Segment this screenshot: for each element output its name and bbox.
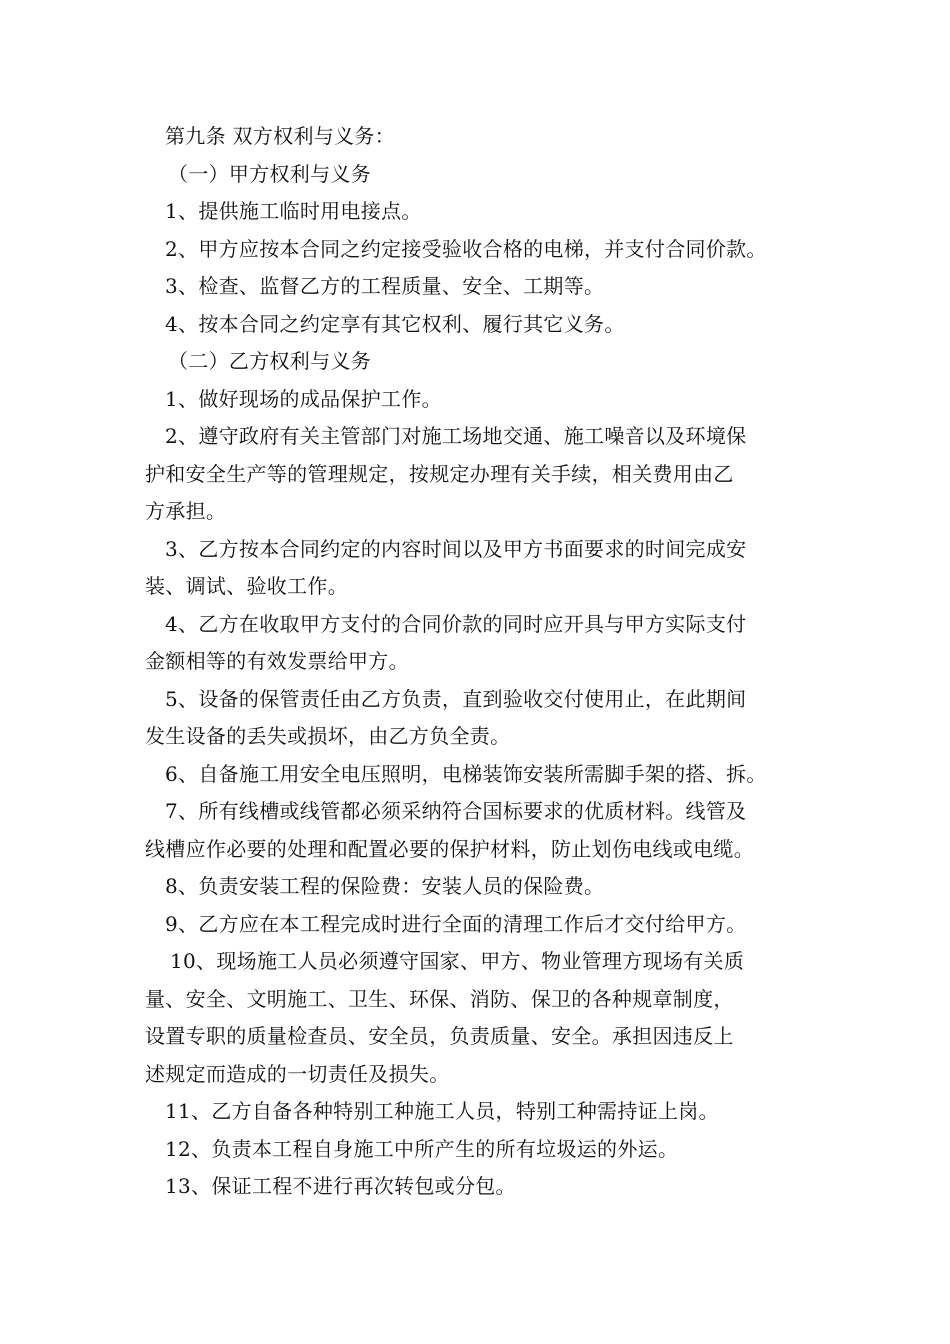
paragraph-line: 装、调试、验收工作。 — [145, 574, 348, 598]
paragraph-line: 8、负责安装工程的保险费：安装人员的保险费。 — [165, 874, 605, 898]
paragraph-line: 护和安全生产等的管理规定，按规定办理有关手续，相关费用由乙 — [145, 461, 734, 486]
paragraph-line: 4、按本合同之约定享有其它权利、履行其它义务。 — [165, 311, 625, 336]
paragraph-line: 量、安全、文明施工、卫生、环保、消防、保卫的各种规章制度， — [145, 986, 734, 1011]
paragraph-line: 6、自备施工用安全电压照明，电梯装饰安装所需脚手架的搭、拆。 — [165, 761, 767, 786]
paragraph-line: 7、所有线槽或线管都必须采纳符合国标要求的优质材料。线管及 — [165, 799, 747, 823]
article-heading: 第九条 双方权利与义务： — [165, 124, 395, 148]
paragraph-line: 线槽应作必要的处理和配置必要的保护材料，防止划伤电线或电缆。 — [145, 836, 754, 861]
document-page — [145, 118, 825, 1206]
paragraph-line: 2、遵守政府有关主管部门对施工场地交通、施工噪音以及环境保 — [165, 424, 747, 448]
paragraph-line: 述规定而造成的一切责任及损失。 — [145, 1061, 450, 1086]
paragraph-line: 10、现场施工人员必须遵守国家、甲方、物业管理方现场有关质 — [170, 949, 745, 973]
paragraph-line: 1、做好现场的成品保护工作。 — [165, 386, 442, 411]
paragraph-line: 方承担。 — [145, 499, 227, 523]
paragraph-line: 1、提供施工临时用电接点。 — [165, 199, 422, 223]
paragraph-line: 9、乙方应在本工程完成时进行全面的清理工作后才交付给甲方。 — [165, 911, 747, 936]
paragraph-line: 4、乙方在收取甲方支付的合同价款的同时应开具与甲方实际支付 — [165, 611, 747, 636]
section-heading-party-b: （二）乙方权利与义务 — [168, 349, 371, 373]
paragraph-line: 11、乙方自备各种特别工种施工人员，特别工种需持证上岗。 — [165, 1099, 719, 1123]
paragraph-line: 5、设备的保管责任由乙方负责，直到验收交付使用止，在此期间 — [165, 686, 747, 711]
paragraph-line: 13、保证工程不进行再次转包或分包。 — [165, 1174, 516, 1198]
paragraph-line: 发生设备的丢失或损坏，由乙方负全责。 — [145, 724, 511, 748]
paragraph-line: 3、检查、监督乙方的工程质量、安全、工期等。 — [165, 274, 605, 298]
paragraph-line: 2、甲方应按本合同之约定接受验收合格的电梯，并支付合同价款。 — [165, 236, 767, 261]
section-heading-party-a: （一）甲方权利与义务 — [168, 161, 371, 186]
paragraph-line: 设置专职的质量检查员、安全员，负责质量、安全。承担因违反上 — [145, 1024, 734, 1048]
paragraph-line: 3、乙方按本合同约定的内容时间以及甲方书面要求的时间完成安 — [165, 536, 747, 561]
paragraph-line: 12、负责本工程自身施工中所产生的所有垃圾运的外运。 — [165, 1136, 679, 1161]
paragraph-line: 金额相等的有效发票给甲方。 — [145, 649, 409, 673]
